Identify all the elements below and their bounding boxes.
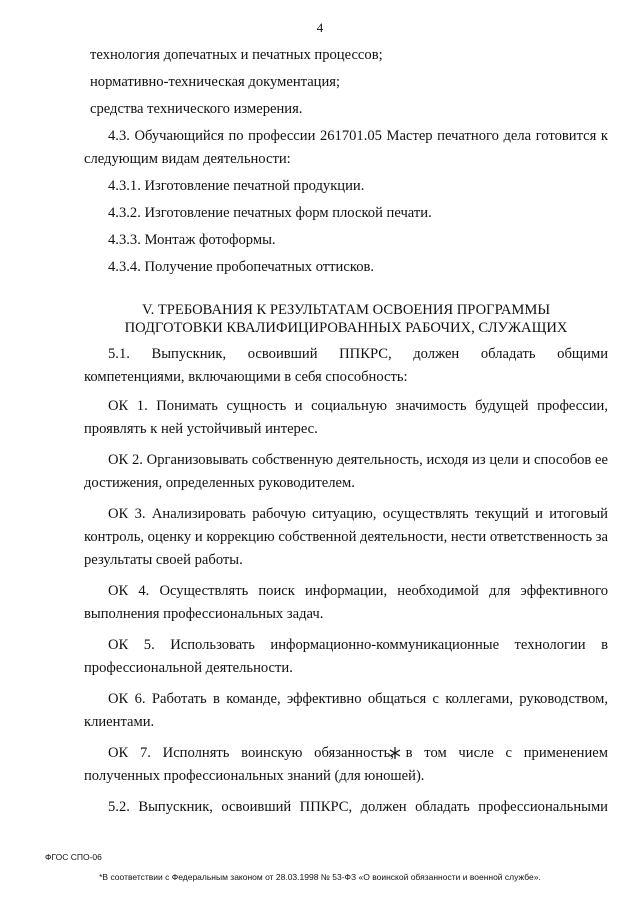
intro-line: нормативно-техническая документация; (90, 74, 341, 90)
paragraph-5-1-line2: компетенциями, включающими в себя способность: (84, 369, 408, 385)
ok-3-paragraph: ОК 3. Анализировать рабочую ситуацию, осуществлять текущий и итоговый контроль, оценку и коррекцию собственной деятельности, нести ответственность за результаты своей работы. (84, 506, 608, 568)
ok-4-paragraph: ОК 4. Осуществлять поиск информации, необходимой для эффективного выполнения профессиональных задач. (84, 583, 608, 622)
section-4-3-item: 4.3.2. Изготовление печатных форм плоской печати. (108, 205, 432, 221)
ok-1-paragraph: ОК 1. Понимать сущность и социальную значимость будущей профессии, проявлять к ней устойчивый интерес. (84, 398, 608, 437)
section-v-heading-line2: ПОДГОТОВКИ КВАЛИФИЦИРОВАННЫХ РАБОЧИХ, СЛУЖАЩИХ (124, 320, 568, 336)
section-4-3-line1: 4.3. Обучающийся по профессии 261701.05 Мастер печатного дела готовится к (108, 128, 608, 144)
intro-line: средства технического измерения. (90, 101, 303, 117)
section-4-3-line2: следующим видам деятельности: (84, 151, 291, 167)
ok-7-text-end: , в том числе с применением полученных профессиональных знаний (для юношей). (84, 745, 608, 784)
paragraph-5-1-line1: 5.1. Выпускник, освоивший ППКРС, должен обладать общими (108, 346, 608, 362)
ok-6-paragraph: ОК 6. Работать в команде, эффективно общаться с коллегами, руководством, клиентами. (84, 691, 608, 730)
section-4-3-item: 4.3.1. Изготовление печатной продукции. (108, 178, 365, 194)
page-number: 4 (316, 20, 324, 35)
ok-7-paragraph (84, 742, 608, 788)
ok-2-paragraph: ОК 2. Организовывать собственную деятельность, исходя из цели и способов ее достижения, определенных руководителем. (84, 452, 608, 491)
page-content (84, 44, 608, 819)
document-code: ФГОС СПО-06 (45, 852, 102, 862)
paragraph-5-1 (84, 343, 608, 389)
paragraph-5-2: 5.2. Выпускник, освоивший ППКРС, должен обладать профессиональными (108, 799, 608, 815)
footnote: *В соответствии с Федеральным законом от 28.03.1998 № 53-ФЗ «О воинской обязанности и военной службе». (99, 872, 541, 882)
section-4-3-paragraph (84, 125, 608, 171)
intro-line: технология допечатных и печатных процессов; (90, 47, 383, 63)
ok-5-paragraph: ОК 5. Использовать информационно-коммуникационные технологии в профессиональной деятельности. (84, 637, 608, 676)
section-4-3-item: 4.3.4. Получение пробопечатных оттисков. (108, 259, 375, 275)
ok-7-text-start: ОК 7. Исполнять воинскую обязанность (108, 745, 391, 761)
section-4-3-item: 4.3.3. Монтаж фотоформы. (108, 232, 276, 248)
section-v-heading-line1: V. ТРЕБОВАНИЯ К РЕЗУЛЬТАТАМ ОСВОЕНИЯ ПРОГРАММЫ (141, 302, 551, 318)
section-v-heading (84, 301, 608, 337)
